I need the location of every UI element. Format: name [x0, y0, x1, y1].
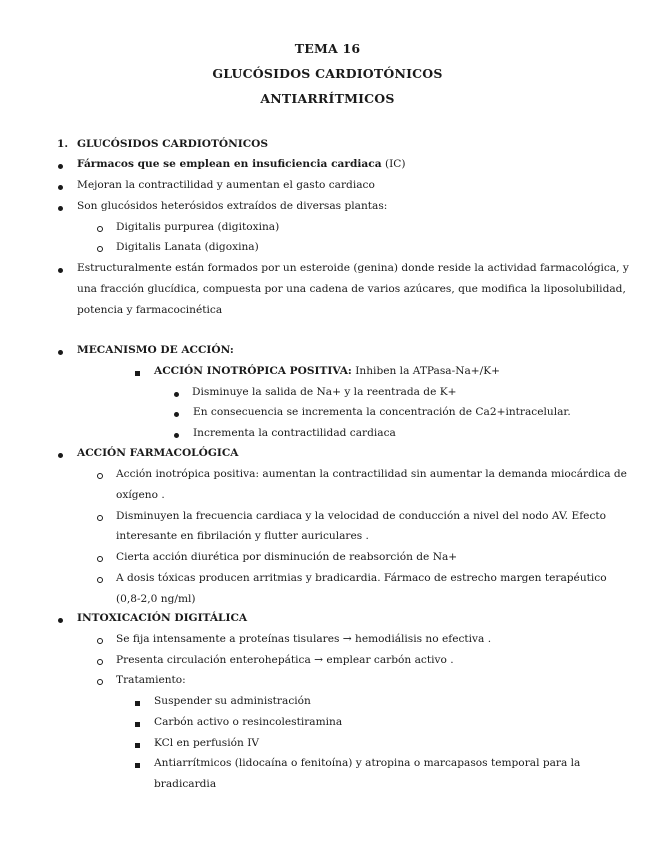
list-item: Tratamiento:: [116, 674, 186, 686]
bullet-icon: [174, 409, 179, 421]
list-item-line: bradicardia: [154, 778, 217, 790]
list-item-line: Acción inotrópica positiva: aumentan la contractilidad sin aumentar la demanda miocárdica de: [116, 468, 627, 480]
list-item: En consecuencia se incrementa la concentración de Ca2+intracelular.: [193, 406, 571, 418]
list-item: Mejoran la contractilidad y aumentan el gasto cardiaco: [77, 179, 375, 191]
sub-heading: ACCIÓN INOTRÓPICA POSITIVA: Inhiben la ATPasa-Na+/K+: [154, 365, 501, 377]
section-heading: MECANISMO DE ACCIÓN:: [77, 344, 234, 356]
list-item-line: una fracción glucídica, compuesta por una cadena de varios azúcares, que modifica la liposolubilidad,: [77, 283, 626, 295]
circle-bullet-icon: [97, 575, 103, 587]
list-item: KCl en perfusión IV: [154, 737, 260, 749]
bullet-icon: [58, 450, 63, 462]
square-bullet-icon: [135, 698, 140, 710]
topic-title: GLUCÓSIDOS CARDIOTÓNICOS: [212, 66, 443, 81]
list-item-line: Antiarrítmicos (lidocaína o fenitoína) y atropina o marcapasos temporal para la: [154, 757, 581, 769]
bullet-icon: [58, 347, 63, 359]
section-number: 1.: [57, 138, 69, 150]
sub-list-item: Digitalis purpurea (digitoxina): [116, 221, 280, 233]
list-item: Suspender su administración: [154, 695, 311, 707]
list-item-line: Estructuralmente están formados por un esteroide (genina) donde reside la actividad farmacológica, y: [77, 262, 629, 274]
list-item: Fármacos que se emplean en insuficiencia cardiaca (IC): [77, 158, 406, 170]
list-item-line: potencia y farmacocinética: [77, 304, 223, 316]
list-item: Son glucósidos heterósidos extraídos de diversas plantas:: [77, 200, 388, 212]
circle-bullet-icon: [97, 657, 103, 669]
circle-bullet-icon: [97, 513, 103, 525]
list-item: Disminuye la salida de Na+ y la reentrada de K+: [192, 386, 457, 398]
list-item-line: Disminuyen la frecuencia cardiaca y la velocidad de conducción a nivel del nodo AV. Efecto: [116, 510, 607, 522]
circle-bullet-icon: [97, 224, 103, 236]
topic-subtitle: ANTIARRÍTMICOS: [260, 91, 395, 106]
bullet-icon: [58, 161, 63, 173]
circle-bullet-icon: [97, 554, 103, 566]
circle-bullet-icon: [97, 636, 103, 648]
list-item-line: A dosis tóxicas producen arritmias y bradicardia. Fármaco de estrecho margen terapéutico: [116, 572, 607, 584]
circle-bullet-icon: [97, 471, 103, 483]
list-item: Presenta circulación enterohepática → emplear carbón activo .: [116, 654, 454, 666]
list-item: Incrementa la contractilidad cardiaca: [193, 427, 396, 439]
topic-number: TEMA 16: [294, 41, 361, 56]
circle-bullet-icon: [97, 677, 103, 689]
list-item: Carbón activo o resincolestiramina: [154, 716, 343, 728]
bullet-icon: [58, 615, 63, 627]
sub-list-item: Digitalis Lanata (digoxina): [116, 241, 259, 253]
bullet-icon: [58, 265, 63, 277]
square-bullet-icon: [135, 719, 140, 731]
bullet-icon: [58, 182, 63, 194]
list-item-line: (0,8-2,0 ng/ml): [116, 593, 196, 605]
section-heading: INTOXICACIÓN DIGITÁLICA: [77, 612, 248, 624]
bullet-icon: [174, 389, 179, 401]
bullet-icon: [58, 203, 63, 215]
square-bullet-icon: [135, 740, 140, 752]
square-bullet-icon: [135, 368, 140, 380]
section-heading: ACCIÓN FARMACOLÓGICA: [77, 447, 239, 459]
list-item: Cierta acción diurética por disminución de reabsorción de Na+: [116, 551, 458, 563]
bullet-icon: [174, 430, 179, 442]
section-title: GLUCÓSIDOS CARDIOTÓNICOS: [77, 138, 269, 150]
circle-bullet-icon: [97, 244, 103, 256]
list-item: Se fija intensamente a proteínas tisulares → hemodiálisis no efectiva .: [116, 633, 492, 645]
list-item-line: interesante en fibrilación y flutter auriculares .: [116, 530, 369, 542]
square-bullet-icon: [135, 760, 140, 772]
list-item-line: oxígeno .: [116, 489, 165, 501]
